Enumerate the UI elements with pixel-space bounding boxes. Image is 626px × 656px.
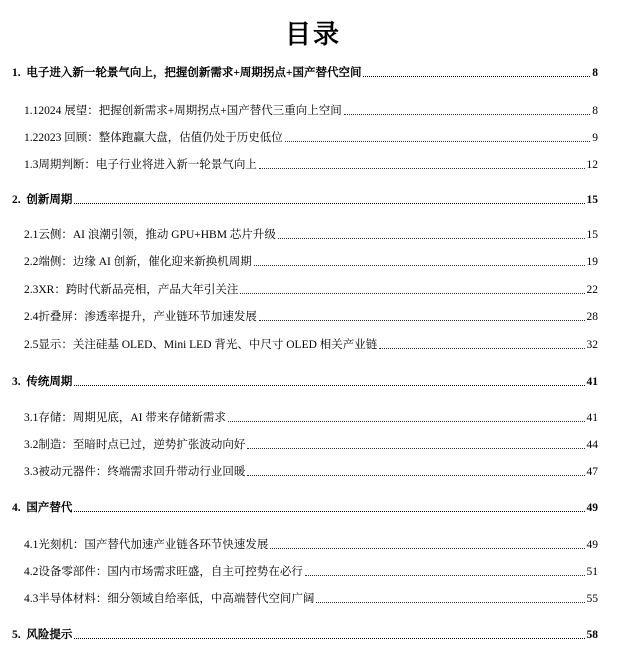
page-title: 目录 <box>284 20 341 49</box>
toc-entry-number: 1.2 <box>24 132 39 144</box>
toc-subsection-entry[interactable] <box>24 332 598 352</box>
dot-leader <box>259 168 585 169</box>
toc-entry-number: 1.1 <box>24 105 39 117</box>
toc-entry-page-number: 49 <box>586 502 598 514</box>
toc-subsection-entry[interactable] <box>24 586 598 606</box>
toc-entry-page-number: 47 <box>586 466 598 478</box>
toc-entry-title: 2024 展望：把握创新需求+周期拐点+国产替代三重向上空间 <box>38 105 342 117</box>
toc-entry-number: 2. <box>12 194 27 206</box>
dot-leader <box>240 293 584 294</box>
dot-leader <box>379 348 584 349</box>
toc-entry-title: 被动元器件：终端需求回升带动行业回暖 <box>38 466 246 478</box>
dot-leader <box>285 141 591 142</box>
toc-subsection-entry[interactable] <box>24 222 598 242</box>
dot-leader <box>74 511 584 512</box>
toc-entry-number: 1. <box>12 67 27 79</box>
toc-entry-number: 4.2 <box>24 566 39 578</box>
toc-subsection-entry[interactable] <box>24 152 598 172</box>
toc-entry-number: 4.1 <box>24 539 39 551</box>
toc-subsection-entry[interactable] <box>24 405 598 425</box>
toc-entry-title: 风险提示 <box>26 629 73 641</box>
dot-leader <box>259 320 585 321</box>
toc-subsection-entry[interactable] <box>24 559 598 579</box>
toc-entry-number: 1.3 <box>24 159 39 171</box>
toc-entry-title: 折叠屏：渗透率提升，产业链环节加速发展 <box>38 311 257 323</box>
dot-leader <box>316 602 584 603</box>
toc-entry-page-number: 28 <box>586 311 598 323</box>
toc-entry-number: 4.3 <box>24 593 39 605</box>
toc-subsection-entry[interactable] <box>24 532 598 552</box>
toc-section-entry[interactable] <box>12 369 598 389</box>
dot-leader <box>270 548 584 549</box>
toc-entry-title: 端侧：边缘 AI 创新，催化迎来新换机周期 <box>38 256 252 268</box>
toc-entry-page-number: 12 <box>586 159 598 171</box>
toc-entry-title: 显示：关注硅基 OLED、Mini LED 背光、中尺寸 OLED 相关产业链 <box>38 339 378 351</box>
toc-entry-title: 设备零部件：国内市场需求旺盛，自主可控势在必行 <box>38 566 303 578</box>
toc-entry-number: 2.4 <box>24 311 39 323</box>
toc-entry-page-number: 32 <box>586 339 598 351</box>
toc-entry-title: XR：跨时代新品亮相，产品大年引关注 <box>38 284 239 296</box>
toc-entry-number: 5. <box>12 629 27 641</box>
toc-entry-page-number: 41 <box>586 412 598 424</box>
dot-leader <box>254 265 585 266</box>
toc-entry-number: 2.3 <box>24 284 39 296</box>
toc-subsection-entry[interactable] <box>24 432 598 452</box>
dot-leader <box>247 448 584 449</box>
toc-entry-number: 3. <box>12 376 27 388</box>
dot-leader <box>74 385 584 386</box>
toc-entry-title: 国产替代 <box>26 502 73 514</box>
toc-subsection-entry[interactable] <box>24 125 598 145</box>
toc-entry-page-number: 9 <box>592 132 598 144</box>
dot-leader <box>74 638 584 639</box>
toc-section-entry[interactable] <box>12 60 598 80</box>
toc-entry-page-number: 41 <box>586 376 598 388</box>
toc-entry-title: 云侧：AI 浪潮引领，推动 GPU+HBM 芯片升级 <box>38 229 276 241</box>
toc-subsection-entry[interactable] <box>24 277 598 297</box>
toc-entry-title: 传统周期 <box>26 376 73 388</box>
dot-leader <box>228 421 585 422</box>
toc-entry-title: 半导体材料：细分领域自给率低，中高端替代空间广阔 <box>38 593 315 605</box>
toc-entry-number: 4. <box>12 502 27 514</box>
toc-entry-title: 电子进入新一轮景气向上，把握创新需求+周期拐点+国产替代空间 <box>26 67 362 79</box>
toc-entry-page-number: 22 <box>586 284 598 296</box>
toc-entry-number: 2.5 <box>24 339 39 351</box>
toc-section-entry[interactable] <box>12 622 598 642</box>
toc-entry-page-number: 58 <box>586 629 598 641</box>
toc-subsection-entry[interactable] <box>24 98 598 118</box>
toc-entry-title: 制造：至暗时点已过，逆势扩张波动向好 <box>38 439 246 451</box>
toc-section-entry[interactable] <box>12 187 598 207</box>
toc-entry-page-number: 51 <box>586 566 598 578</box>
toc-entry-page-number: 15 <box>586 194 598 206</box>
toc-entry-page-number: 8 <box>592 105 598 117</box>
dot-leader <box>74 203 584 204</box>
toc-entry-number: 3.3 <box>24 466 39 478</box>
toc-entry-page-number: 55 <box>586 593 598 605</box>
dot-leader <box>278 238 585 239</box>
dot-leader <box>305 575 585 576</box>
toc-entry-title: 光刻机：国产替代加速产业链各环节快速发展 <box>38 539 269 551</box>
dot-leader <box>247 475 584 476</box>
toc-entry-title: 周期判断：电子行业将进入新一轮景气向上 <box>38 159 257 171</box>
toc-entry-number: 3.2 <box>24 439 39 451</box>
toc-subsection-entry[interactable] <box>24 249 598 269</box>
toc-subsection-entry[interactable] <box>24 304 598 324</box>
toc-section-entry[interactable] <box>12 495 598 515</box>
dot-leader <box>344 114 591 115</box>
toc-entry-page-number: 15 <box>586 229 598 241</box>
toc-entry-page-number: 49 <box>586 539 598 551</box>
toc-entry-page-number: 44 <box>586 439 598 451</box>
toc-entry-number: 2.2 <box>24 256 39 268</box>
dot-leader <box>363 76 590 77</box>
toc-entry-title: 存储：周期见底，AI 带来存储新需求 <box>38 412 226 424</box>
toc-entry-title: 创新周期 <box>26 194 73 206</box>
toc-entry-page-number: 8 <box>592 67 598 79</box>
toc-entry-number: 3.1 <box>24 412 39 424</box>
toc-entry-title: 2023 回顾：整体跑赢大盘，估值仍处于历史低位 <box>38 132 283 144</box>
toc-entry-number: 2.1 <box>24 229 39 241</box>
toc-subsection-entry[interactable] <box>24 459 598 479</box>
toc-entry-page-number: 19 <box>586 256 598 268</box>
